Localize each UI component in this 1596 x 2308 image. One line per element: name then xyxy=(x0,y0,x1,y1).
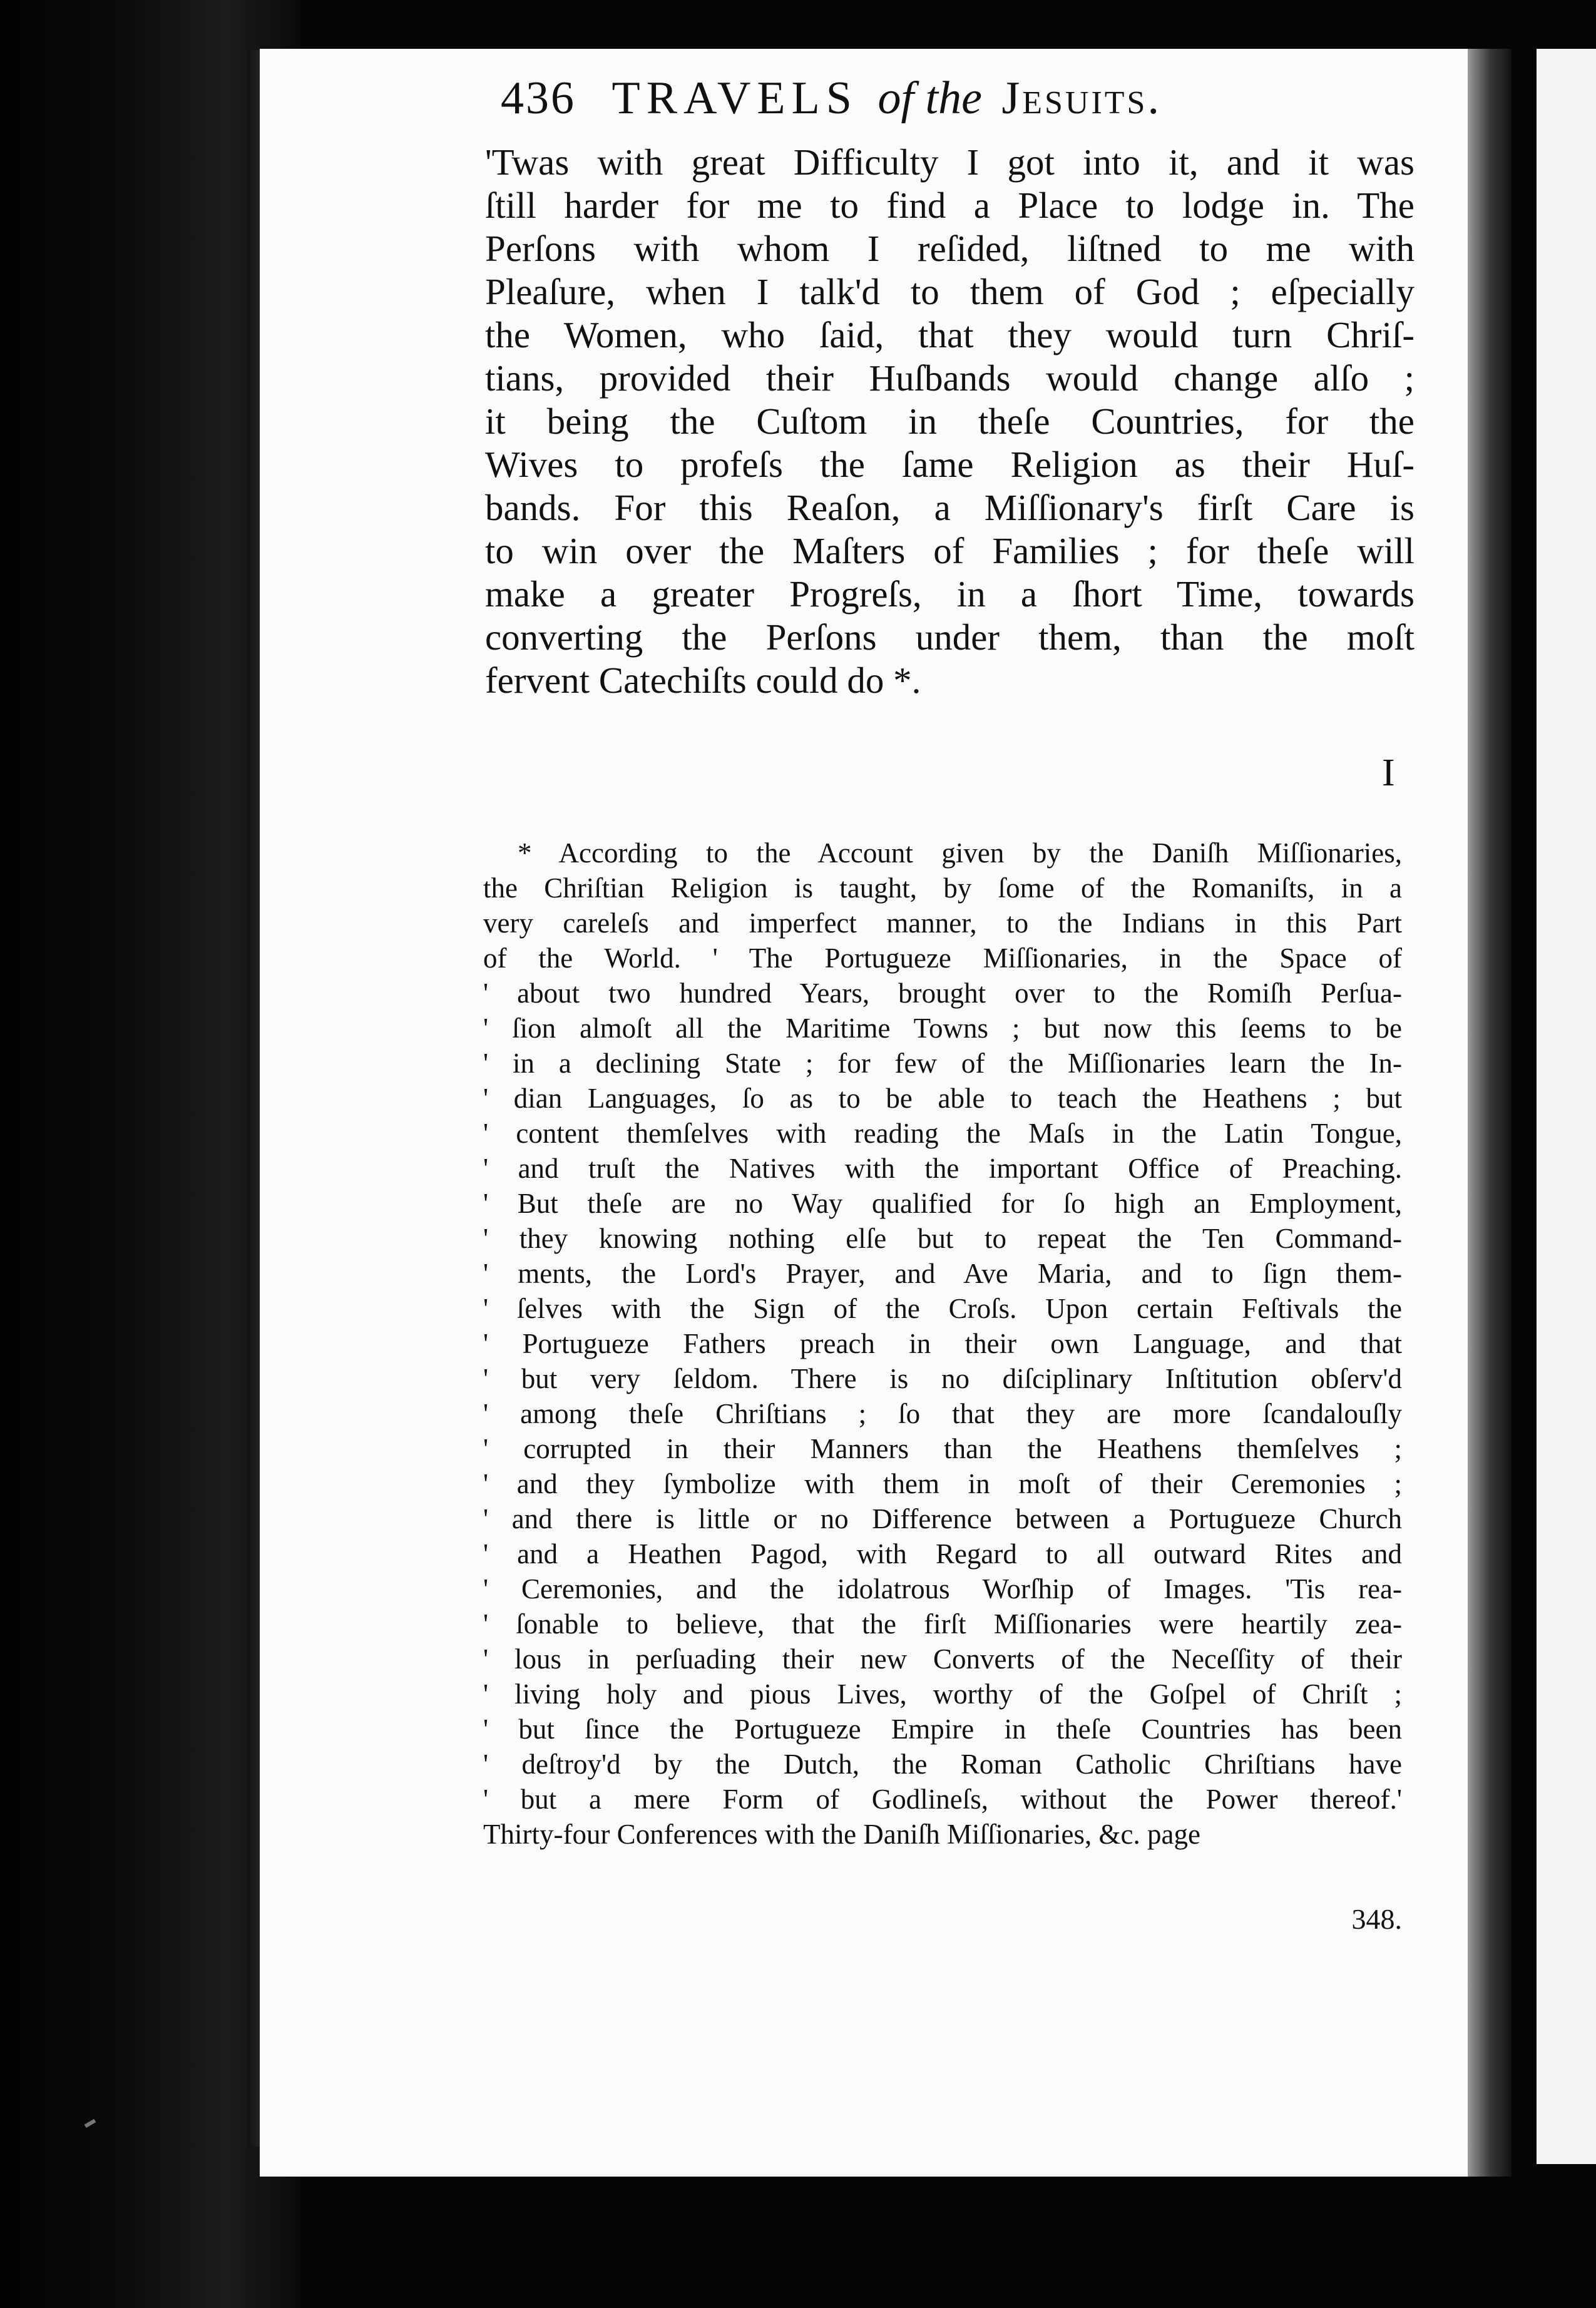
main-text-line: the Women, who ſaid, that they would turn Chriſ- xyxy=(485,314,1414,355)
footnote-line: ' ſelves with the Sign of the Croſs. Upon certain Feſtivals the xyxy=(483,1293,1402,1324)
catchword: I xyxy=(1382,752,1395,794)
main-text-line: 'Twas with great Difficulty I got into it, and it was xyxy=(485,141,1414,183)
main-text-line: Wives to profeſs the ſame Religion as their Huſ- xyxy=(485,444,1414,485)
footnote-line: ' ments, the Lord's Prayer, and Ave Maria, and to ſign them- xyxy=(483,1258,1402,1289)
footnote-block xyxy=(483,835,1402,1852)
page-number: 436 xyxy=(501,73,576,124)
footnote-citation: Thirty-four Conferences with the Daniſh Miſſionaries, &c. page xyxy=(483,1819,1200,1850)
footnote-line: ' and a Heathen Pagod, with Regard to all outward Rites and xyxy=(483,1538,1402,1570)
footnote-line: ' but ſince the Portugueze Empire in theſe Countries has been xyxy=(483,1713,1402,1745)
footnote-line: ' in a declining State ; for few of the Miſſionaries learn the In- xyxy=(483,1048,1402,1079)
main-text-line: it being the Cuſtom in theſe Countries, for the xyxy=(485,401,1414,442)
footnote-line: * According to the Account given by the Daniſh Miſſionaries, xyxy=(518,837,1402,869)
footnote-line: ' Ceremonies, and the idolatrous Worſhip of Images. 'Tis rea- xyxy=(483,1573,1402,1605)
footnote-line: ' living holy and pious Lives, worthy of the Goſpel of Chriſt ; xyxy=(483,1678,1402,1710)
footnote-page-reference: 348. xyxy=(1351,1903,1402,1935)
main-text-line: bands. For this Reaſon, a Miſſionary's firſt Care is xyxy=(485,487,1414,528)
running-title-travels: TRAVELS xyxy=(611,73,858,124)
footnote-line: ' content themſelves with reading the Maſs in the Latin Tongue, xyxy=(483,1118,1402,1149)
main-text-line: fervent Catechiſts could do *. xyxy=(485,660,921,701)
footnote-line: ' but a mere Form of Godlineſs, without the Power thereof.' xyxy=(483,1784,1402,1815)
page-edge-shadow xyxy=(1468,49,1512,2177)
main-text-line: Pleaſure, when I talk'd to them of God ; eſpecially xyxy=(485,271,1414,312)
footnote-line: ' and they ſymbolize with them in moſt of their Ceremonies ; xyxy=(483,1468,1402,1499)
footnote-line: the Chriſtian Religion is taught, by ſome of the Romaniſts, in a xyxy=(483,872,1402,904)
main-text-block xyxy=(485,141,1414,702)
main-text-line: Perſons with whom I reſided, liſtned to me with xyxy=(485,228,1414,269)
footnote-line: ' Portugueze Fathers preach in their own Language, and that xyxy=(483,1328,1402,1359)
main-text-line: to win over the Maſters of Families ; for theſe will xyxy=(485,530,1414,571)
main-text-line: tians, provided their Huſbands would change alſo ; xyxy=(485,357,1414,399)
footnote-line: of the World. ' The Portugueze Miſſionaries, in the Space of xyxy=(483,942,1402,974)
footnote-line: ' lous in perſuading their new Converts of the Neceſſity of their xyxy=(483,1643,1402,1675)
main-text-line: ſtill harder for me to find a Place to lodge in. The xyxy=(485,185,1414,226)
running-head xyxy=(501,72,1252,141)
footnote-line: ' deſtroy'd by the Dutch, the Roman Catholic Chriſtians have xyxy=(483,1749,1402,1780)
footnote-line: ' dian Languages, ſo as to be able to teach the Heathens ; but xyxy=(483,1083,1402,1114)
running-title-of-the: of the xyxy=(877,73,982,124)
footnote-line: very careleſs and imperfect manner, to the Indians in this Part xyxy=(483,907,1402,939)
footnote-line: ' among theſe Chriſtians ; ſo that they are more ſcandalouſly xyxy=(483,1398,1402,1429)
adjacent-page xyxy=(1537,49,1596,2164)
footnote-line: ' ſonable to believe, that the firſt Miſſionaries were heartily zea- xyxy=(483,1608,1402,1640)
footnote-line: ' But theſe are no Way qualified for ſo high an Employment, xyxy=(483,1188,1402,1219)
footnote-line: ' they knowing nothing elſe but to repeat the Ten Command- xyxy=(483,1223,1402,1254)
footnote-line: ' ſion almoſt all the Maritime Towns ; but now this ſeems to be xyxy=(483,1013,1402,1044)
footnote-line: ' but very ſeldom. There is no diſciplinary Inſtitution obſerv'd xyxy=(483,1363,1402,1394)
footnote-line: ' and truſt the Natives with the important Office of Preaching. xyxy=(483,1153,1402,1184)
footnote-line: ' about two hundred Years, brought over to the Romiſh Perſua- xyxy=(483,978,1402,1009)
main-text-line: make a greater Progreſs, in a ſhort Time, towards xyxy=(485,573,1414,615)
footnote-line: ' corrupted in their Manners than the Heathens themſelves ; xyxy=(483,1433,1402,1464)
running-title-jesuits: Jesuits. xyxy=(1001,73,1162,124)
footnote-line: ' and there is little or no Difference between a Portugueze Church xyxy=(483,1503,1402,1534)
main-text-line: converting the Perſons under them, than the moſt xyxy=(485,616,1414,658)
